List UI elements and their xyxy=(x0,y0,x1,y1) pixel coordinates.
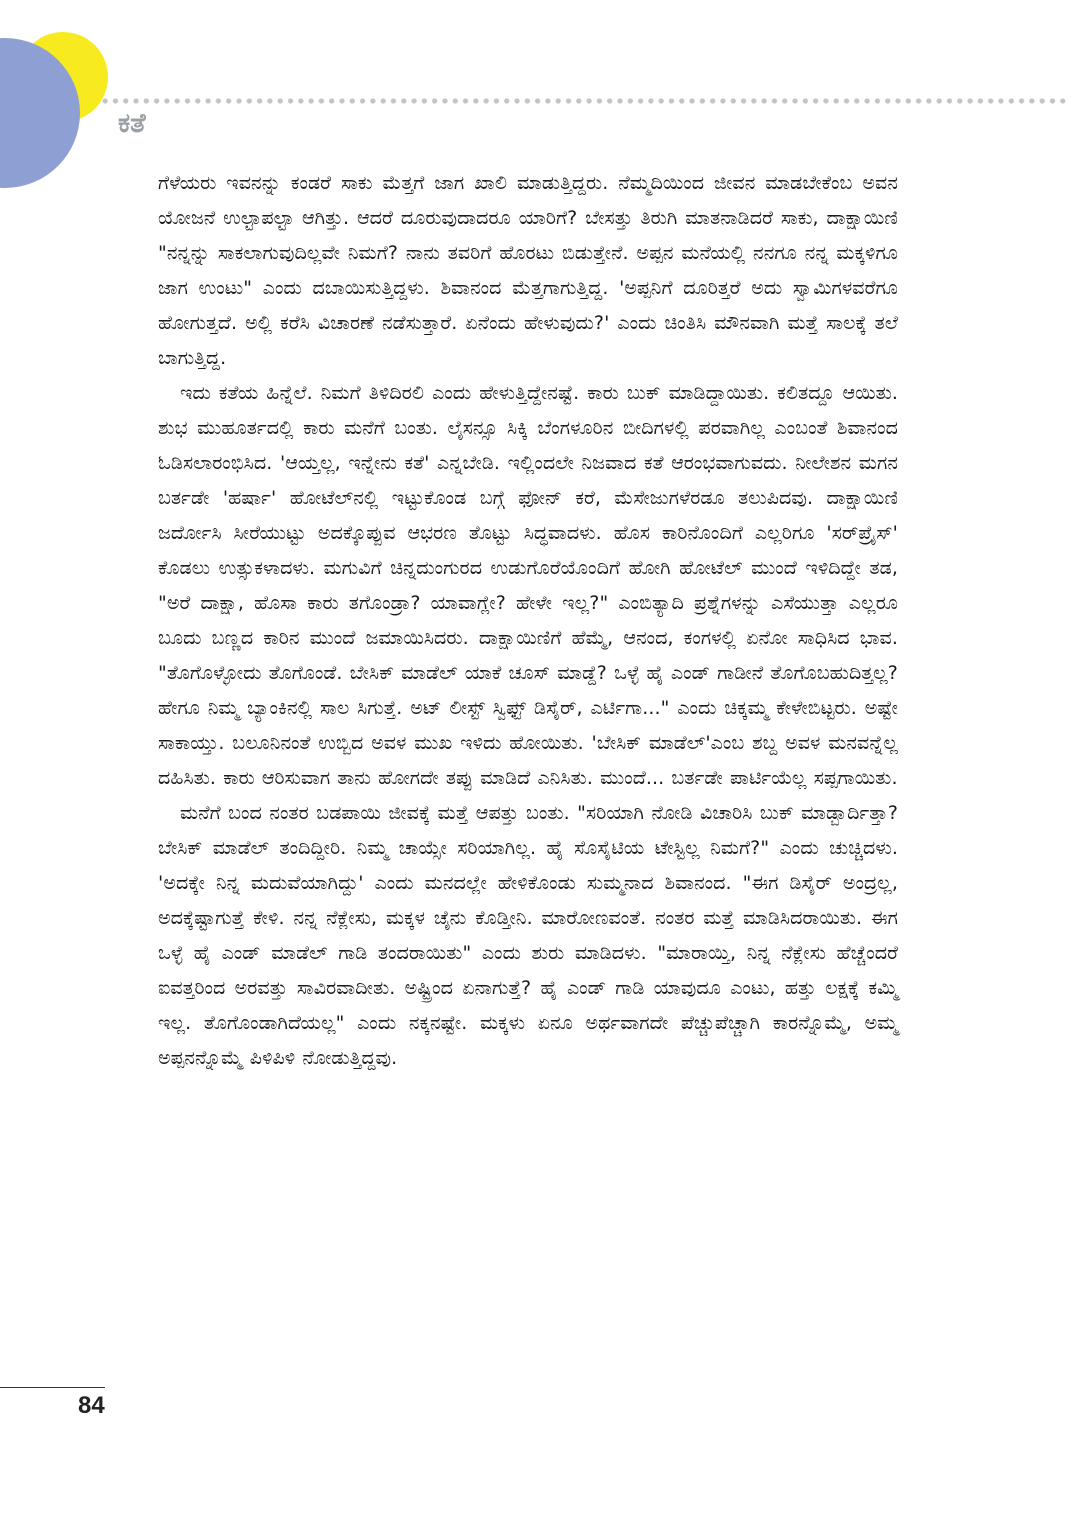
story-body xyxy=(158,166,898,1076)
story-paragraph-1: ಗೆಳೆಯರು ಇವನನ್ನು ಕಂಡರೆ ಸಾಕು ಮೆತ್ತಗೆ ಜಾಗ ಖಾಲಿ ಮಾಡುತ್ತಿದ್ದರು. ನೆಮ್ಮದಿಯಿಂದ ಜೀವನ ಮಾಡಬೇಕೆಂಬ ಅವನ ಯೋಜನೆ ಉಲ್ಟಾಪಲ್ಟಾ ಆಗಿತ್ತು. ಆದರೆ ದೂರುವುದಾದರೂ ಯಾರಿಗೆ? ಬೇಸತ್ತು ತಿರುಗಿ ಮಾತನಾಡಿದರೆ ಸಾಕು, ದಾಕ್ಷಾಯಿಣಿ "ನನ್ನನ್ನು ಸಾಕಲಾಗುವುದಿಲ್ಲವೇ ನಿಮಗೆ? ನಾನು ತವರಿಗೆ ಹೊರಟು ಬಿಡುತ್ತೇನೆ. ಅಪ್ಪನ ಮನೆಯಲ್ಲಿ ನನಗೂ ನನ್ನ ಮಕ್ಕಳಿಗೂ ಜಾಗ ಉಂಟು" ಎಂದು ದಬಾಯಿಸುತ್ತಿದ್ದಳು. ಶಿವಾನಂದ ಮೆತ್ತಗಾಗುತ್ತಿದ್ದ. 'ಅಪ್ಪನಿಗೆ ದೂರಿತ್ತರೆ ಅದು ಸ್ವಾಮಿಗಳವರೆಗೂ ಹೋಗುತ್ತದೆ. ಅಲ್ಲಿ ಕರೆಸಿ ವಿಚಾರಣೆ ನಡೆಸುತ್ತಾರೆ. ಏನೆಂದು ಹೇಳುವುದು?' ಎಂದು ಚಿಂತಿಸಿ ಮೌನವಾಗಿ ಮತ್ತೆ ಸಾಲಕ್ಕೆ ತಲೆ ಬಾಗುತ್ತಿದ್ದ. xyxy=(158,172,898,369)
footer-rule xyxy=(0,1387,105,1388)
story-paragraph-2: ಇದು ಕತೆಯ ಹಿನ್ನೆಲೆ. ನಿಮಗೆ ತಿಳಿದಿರಲಿ ಎಂದು ಹೇಳುತ್ತಿದ್ದೇನಷ್ಟೆ. ಕಾರು ಬುಕ್ ಮಾಡಿದ್ದಾಯಿತು. ಕಲಿತದ್ದೂ ಆಯಿತು. ಶುಭ ಮುಹೂರ್ತದಲ್ಲಿ ಕಾರು ಮನೆಗೆ ಬಂತು. ಲೈಸನ್ಸೂ ಸಿಕ್ಕಿ ಬೆಂಗಳೂರಿನ ಬೀದಿಗಳಲ್ಲಿ ಪರವಾಗಿಲ್ಲ ಎಂಬಂತೆ ಶಿವಾನಂದ ಓಡಿಸಲಾರಂಭಿಸಿದ. 'ಆಯ್ತಲ್ಲ, ಇನ್ನೇನು ಕತೆ' ಎನ್ನಬೇಡಿ. ಇಲ್ಲಿಂದಲೇ ನಿಜವಾದ ಕತೆ ಆರಂಭವಾಗುವದು. ನೀಲೇಶನ ಮಗನ ಬರ್ತಡೇ 'ಹರ್ಷಾ' ಹೋಟೆಲ್‌ನಲ್ಲಿ ಇಟ್ಟುಕೊಂಡ ಬಗ್ಗೆ ಫೋನ್ ಕರೆ, ಮೆಸೇಜುಗಳೆರಡೂ ತಲುಪಿದವು. ದಾಕ್ಷಾಯಿಣಿ ಜರ್ದೋಸಿ ಸೀರೆಯುಟ್ಟು ಅದಕ್ಕೊಪ್ಪುವ ಆಭರಣ ತೊಟ್ಟು ಸಿದ್ಧವಾದಳು. ಹೊಸ ಕಾರಿನೊಂದಿಗೆ ಎಲ್ಲರಿಗೂ 'ಸರ್‌ಪ್ರೈಸ್' ಕೊಡಲು ಉತ್ಸುಕಳಾದಳು. ಮಗುವಿಗೆ ಚಿನ್ನದುಂಗುರದ ಉಡುಗೊರೆಯೊಂದಿಗೆ ಹೋಗಿ ಹೋಟೆಲ್ ಮುಂದೆ ಇಳಿದಿದ್ದೇ ತಡ, "ಅರೆ ದಾಕ್ಷಾ, ಹೊಸಾ ಕಾರು ತಗೊಂಡ್ರಾ? ಯಾವಾಗ್ಲೇ? ಹೇಳೇ ಇಲ್ಲ?" ಎಂಬಿತ್ಯಾದಿ ಪ್ರಶ್ನೆಗಳನ್ನು ಎಸೆಯುತ್ತಾ ಎಲ್ಲರೂ ಬೂದು ಬಣ್ಣದ ಕಾರಿನ ಮುಂದೆ ಜಮಾಯಿಸಿದರು. ದಾಕ್ಷಾಯಿಣಿಗೆ ಹೆಮ್ಮೆ, ಆನಂದ, ಕಂಗಳಲ್ಲಿ ಏನೋ ಸಾಧಿಸಿದ ಭಾವ. "ತೊಗೊಳ್ಳೋದು ತೊಗೊಂಡೆ. ಬೇಸಿಕ್ ಮಾಡೆಲ್ ಯಾಕೆ ಚೂಸ್ ಮಾಡ್ದೆ? ಒಳ್ಳೆ ಹೈ ಎಂಡ್ ಗಾಡೀನೆ ತೊಗೊಬಹುದಿತ್ತಲ್ಲ? ಹೇಗೂ ನಿಮ್ಮ ಬ್ಯಾಂಕಿನಲ್ಲಿ ಸಾಲ ಸಿಗುತ್ತೆ. ಅಟ್ ಲೀಸ್ಟ್ ಸ್ವಿಫ್ಟ್ ಡಿಸೈರ್, ಎರ್ಟಿಗಾ..." ಎಂದು ಚಿಕ್ಕಮ್ಮ ಕೇಳೇಬಿಟ್ಟರು. ಅಷ್ಟೇ ಸಾಕಾಯ್ತು. ಬಲೂನಿನಂತೆ ಉಬ್ಬಿದ ಅವಳ ಮುಖ ಇಳಿದು ಹೋಯಿತು. 'ಬೇಸಿಕ್ ಮಾಡೆಲ್'ಎಂಬ ಶಬ್ದ ಅವಳ ಮನವನ್ನೆಲ್ಲ ದಹಿಸಿತು. ಕಾರು ಆರಿಸುವಾಗ ತಾನು ಹೋಗದೇ ತಪ್ಪು ಮಾಡಿದೆ ಎನಿಸಿತು. ಮುಂದೆ... ಬರ್ತಡೇ ಪಾರ್ಟಿಯೆಲ್ಲ ಸಪ್ಪಗಾಯಿತು. xyxy=(158,382,898,789)
page-number: 84 xyxy=(78,1392,105,1419)
story-paragraph-3: ಮನೆಗೆ ಬಂದ ನಂತರ ಬಡಪಾಯಿ ಜೀವಕ್ಕೆ ಮತ್ತೆ ಆಪತ್ತು ಬಂತು. "ಸರಿಯಾಗಿ ನೋಡಿ ವಿಚಾರಿಸಿ ಬುಕ್ ಮಾಡ್ಬಾರ್ದಿತ್ತಾ? ಬೇಸಿಕ್ ಮಾಡೆಲ್ ತಂದಿದ್ದೀರಿ. ನಿಮ್ಮ ಚಾಯ್ಸೇ ಸರಿಯಾಗಿಲ್ಲ. ಹೈ ಸೊಸೈಟಿಯ ಟೇಸ್ಟಿಲ್ಲ ನಿಮಗೆ?" ಎಂದು ಚುಚ್ಚಿದಳು. 'ಅದಕ್ಕೇ ನಿನ್ನ ಮದುವೆಯಾಗಿದ್ದು' ಎಂದು ಮನದಲ್ಲೇ ಹೇಳಿಕೊಂಡು ಸುಮ್ಮನಾದ ಶಿವಾನಂದ. "ಈಗ ಡಿಸೈರ್ ಅಂದ್ರಲ್ಲ, ಅದಕ್ಕೆಷ್ಟಾಗುತ್ತೆ ಕೇಳಿ. ನನ್ನ ನೆಕ್ಲೇಸು, ಮಕ್ಕಳ ಚೈನು ಕೊಡ್ತೀನಿ. ಮಾರೋಣವಂತೆ. ನಂತರ ಮತ್ತೆ ಮಾಡಿಸಿದರಾಯಿತು. ಈಗ ಒಳ್ಳೆ ಹೈ ಎಂಡ್ ಮಾಡೆಲ್ ಗಾಡಿ ತಂದರಾಯಿತು" ಎಂದು ಶುರು ಮಾಡಿದಳು. "ಮಾರಾಯ್ತಿ, ನಿನ್ನ ನೆಕ್ಲೇಸು ಹೆಚ್ಚೆಂದರೆ ಐವತ್ತರಿಂದ ಅರವತ್ತು ಸಾವಿರವಾದೀತು. ಅಷ್ಟ್ರಿಂದ ಏನಾಗುತ್ತೆ? ಹೈ ಎಂಡ್ ಗಾಡಿ ಯಾವುದೂ ಎಂಟು, ಹತ್ತು ಲಕ್ಷಕ್ಕೆ ಕಮ್ಮಿ ಇಲ್ಲ. ತೊಗೊಂಡಾಗಿದೆಯಲ್ಲ" ಎಂದು ನಕ್ಕನಷ್ಟೇ. ಮಕ್ಕಳು ಏನೂ ಅರ್ಥವಾಗದೇ ಪೆಚ್ಚುಪೆಚ್ಚಾಗಿ ಕಾರನ್ನೊಮ್ಮೆ, ಅಮ್ಮ ಅಪ್ಪನನ್ನೊಮ್ಮೆ ಪಿಳಿಪಿಳಿ ನೋಡುತ್ತಿದ್ದವು. xyxy=(158,802,898,1069)
dotted-header-rule xyxy=(100,97,1066,105)
section-label: ಕತೆ xyxy=(118,108,146,139)
